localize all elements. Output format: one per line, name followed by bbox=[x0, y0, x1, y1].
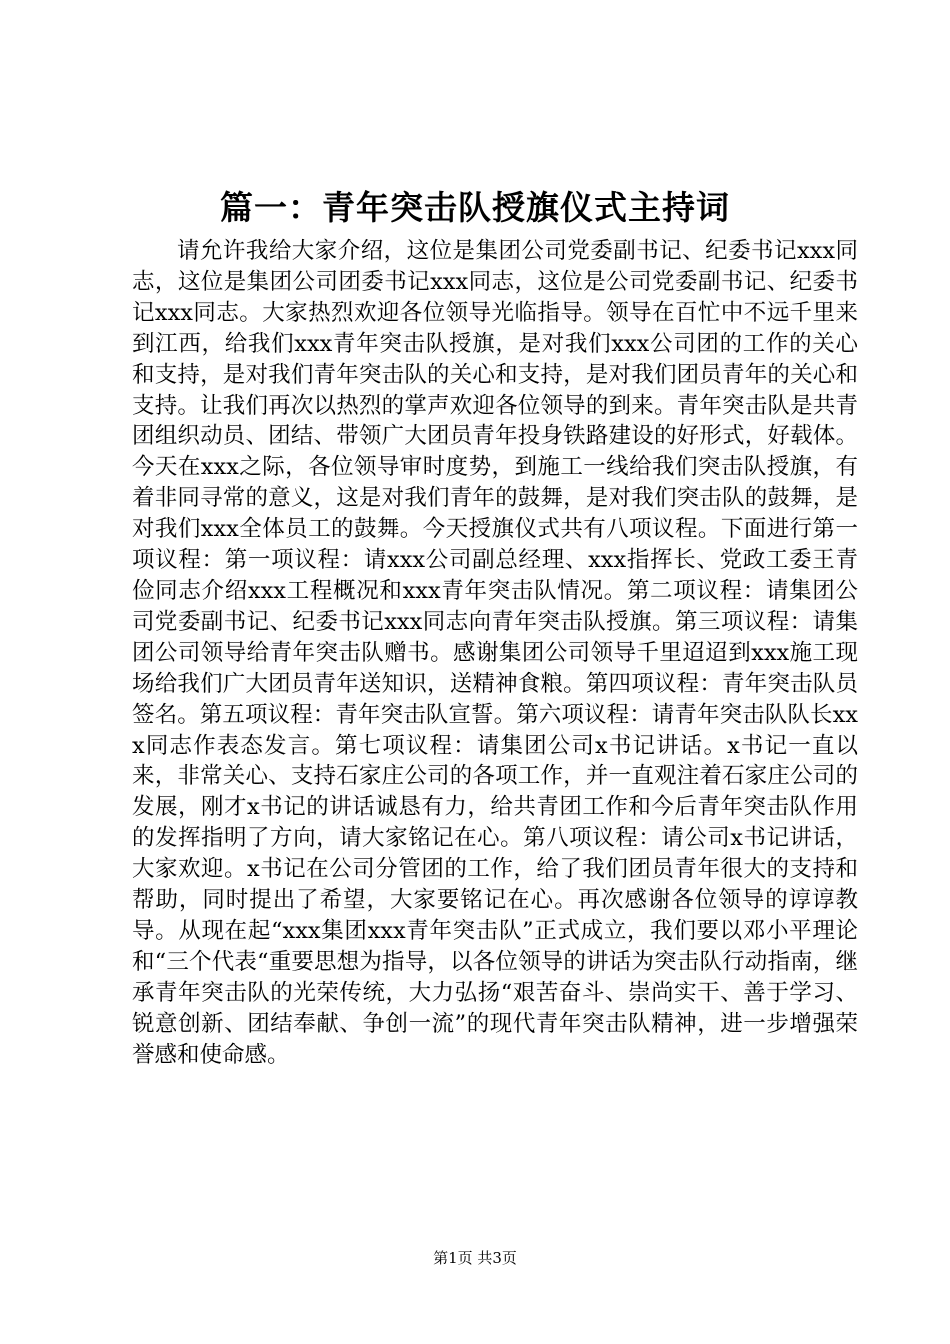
document-title: 篇一：青年突击队授旗仪式主持词 bbox=[220, 188, 730, 227]
page-number-footer: 第1页 共3页 bbox=[433, 1249, 517, 1267]
document-body-paragraph: 请允许我给大家介绍，这位是集团公司党委副书记、纪委书记xxx同志，这位是集团公司团委书记xxx同志，这位是公司党委副书记、纪委书记xxx同志。大家热烈欢迎各位领导光临指导。领导在百忙中不远千里来到江西，给我们xxx青年突击队授旗，是对我们xxx公司团的工作的关心和支持，是对我们青年突击队的关心和支持，是对我们团员青年的关心和支持。让我们再次以热烈的掌声欢迎各位领导的到来。青年突击队是共青团组织动员、团结、带领广大团员青年投身铁路建设的好形式，好载体。今天在xxx之际，各位领导审时度势，到施工一线给我们突击队授旗，有着非同寻常的意义，这是对我们青年的鼓舞，是对我们突击队的鼓舞，是对我们xxx全体员工的鼓舞。今天授旗仪式共有八项议程。下面进行第一项议程：第一项议程：请xxx公司副总经理、xxx指挥长、党政工委王青俭同志介绍xxx工程概况和xxx青年突击队情况。第二项议程：请集团公司党委副书记、纪委书记xxx同志向青年突击队授旗。第三项议程：请集团公司领导给青年突击队赠书。感谢集团公司领导千里迢迢到xxx施工现场给我们广大团员青年送知识，送精神食粮。第四项议程：青年突击队员签名。第五项议程：青年突击队宣誓。第六项议程：请青年突击队队长xxx同志作表态发言。第七项议程：请集团公司x书记讲话。x书记一直以来，非常关心、支持石家庄公司的各项工作，并一直观注着石家庄公司的发展，刚才x书记的讲话诚恳有力，给共青团工作和今后青年突击队作用的发挥指明了方向，请大家铭记在心。第八项议程：请公司x书记讲话，大家欢迎。x书记在公司分管团的工作，给了我们团员青年很大的支持和帮助，同时提出了希望，大家要铭记在心。再次感谢各位领导的谆谆教导。从现在起“xxx集团xxx青年突击队”正式成立，我们要以邓小平理论和“三个代表“重要思想为指导，以各位领导的讲话为突击队行动指南，继承青年突击队的光荣传统，大力弘扬“艰苦奋斗、崇尚实干、善于学习、锐意创新、团结奉献、争创一流”的现代青年突击队精神，进一步增强荣誉感和使命感。 bbox=[132, 238, 858, 1068]
